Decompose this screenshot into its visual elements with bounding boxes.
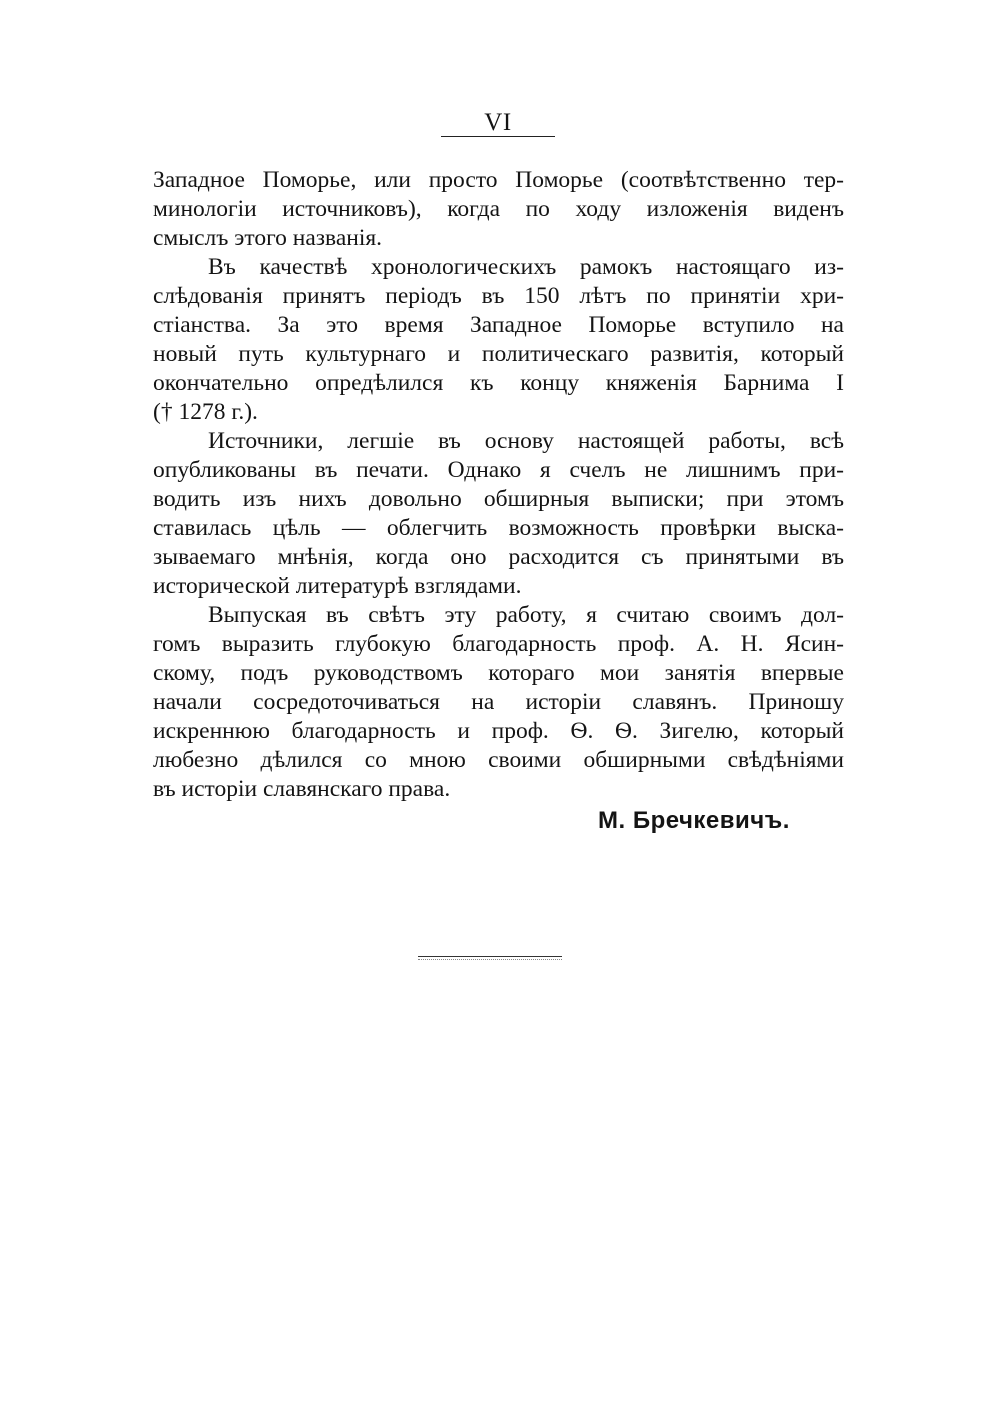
end-rule-dots bbox=[418, 959, 562, 960]
text-line: минологіи источниковъ), когда по ходу изложенія виденъ bbox=[153, 196, 844, 222]
text-line: скому, подъ руководствомъ котораго мои занятія впервые bbox=[153, 660, 844, 686]
text-line: гомъ выразить глубокую благодарность проф. А. Н. Ясин- bbox=[153, 631, 844, 657]
text-line: слѣдованія принятъ періодъ въ 150 лѣтъ по принятіи хри- bbox=[153, 283, 844, 309]
text-line: искреннюю благодарность и проф. Ѳ. Ѳ. Зигелю, который bbox=[153, 718, 844, 744]
text-line: опубликованы въ печати. Однако я счелъ не лишнимъ при- bbox=[153, 457, 844, 483]
author-signature: М. Бречкевичъ. bbox=[598, 807, 790, 834]
paragraph-3 bbox=[153, 427, 844, 601]
text-line: въ исторіи славянскаго права. bbox=[153, 776, 451, 802]
body-text bbox=[153, 166, 844, 804]
text-line: Въ качествѣ хронологическихъ рамокъ настоящаго из- bbox=[208, 254, 844, 280]
page-number-rule bbox=[441, 136, 555, 137]
paragraph-4 bbox=[153, 601, 844, 804]
text-line: любезно дѣлился со мною своими обширными свѣдѣніями bbox=[153, 747, 844, 773]
text-line: ставилась цѣль — облегчить возможность провѣрки выска- bbox=[153, 515, 844, 541]
text-line: зываемаго мнѣнія, когда оно расходится съ принятыми въ bbox=[153, 544, 844, 570]
text-line: Западное Поморье, или просто Поморье (соотвѣтственно тер- bbox=[153, 167, 844, 193]
text-line: стіанства. За это время Западное Поморье вступило на bbox=[153, 312, 844, 338]
page-number: VI bbox=[484, 109, 512, 136]
text-line: водить изъ нихъ довольно обширныя выписки; при этомъ bbox=[153, 486, 844, 512]
text-line: († 1278 г.). bbox=[153, 399, 258, 425]
end-rule bbox=[418, 956, 562, 957]
text-line: начали сосредоточиваться на исторіи славянъ. Приношу bbox=[153, 689, 844, 715]
text-line: Источники, легшіе въ основу настоящей работы, всѣ bbox=[208, 428, 844, 454]
text-line: Выпуская въ свѣтъ эту работу, я считаю своимъ дол- bbox=[208, 602, 844, 628]
text-line: новый путь культурнаго и политическаго развитія, который bbox=[153, 341, 844, 367]
paragraph-1 bbox=[153, 166, 844, 253]
text-line: смыслъ этого названія. bbox=[153, 225, 383, 251]
paragraph-2 bbox=[153, 253, 844, 427]
text-line: исторической литературѣ взглядами. bbox=[153, 573, 522, 599]
text-line: окончательно опредѣлился къ концу княженія Барнима I bbox=[153, 370, 844, 396]
